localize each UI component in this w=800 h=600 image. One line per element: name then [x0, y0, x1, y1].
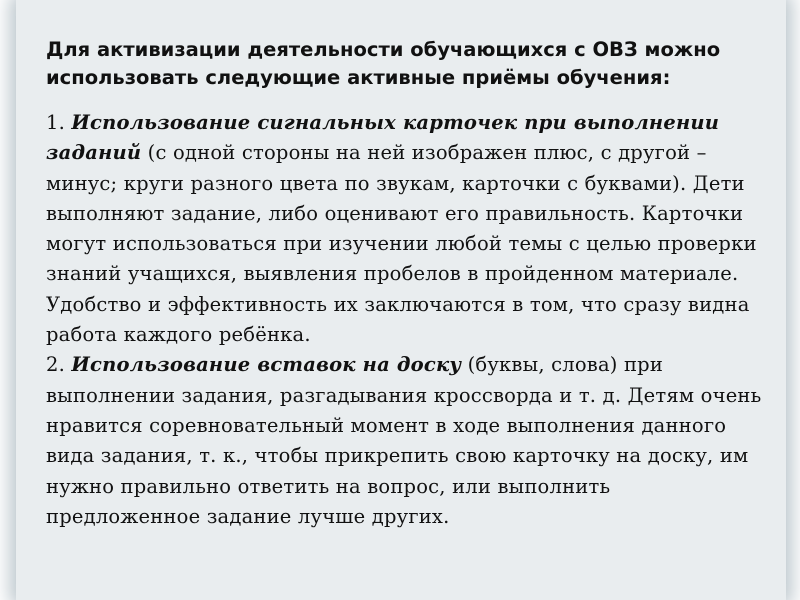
- slide-heading: Для активизации деятельности обучающихся с ОВЗ можно использовать следующие активные приёмы обучения:: [46, 38, 721, 89]
- item-1-emphasis: Использование сигнальных карточек при выполнении заданий: [46, 111, 720, 165]
- item-1-text: (с одной стороны на ней изображен плюс, с другой – минус; круги разного цвета по звукам, карточки с буквами). Дети выполняют задание, либо оценивают его правильность. Карточки могут использоваться при изучении любой темы с целью проверки знаний учащихся, выявления пробелов в пройденном материале. Удобство и эффективность их заключаются в том, что сразу видна работа каждого ребёнка.: [46, 141, 757, 347]
- slide-body: [46, 108, 766, 532]
- item-2-emphasis: Использование вставок на доску: [71, 353, 462, 377]
- item-2-text: (буквы, слова) при выполнении задания, разгадывания кроссворда и т. д. Детям очень нравится соревновательный момент в ходе выполнения данного вида задания, т. к., чтобы прикрепить свою карточку на доску, им нужно правильно ответить на вопрос, или выполнить предложенное задание лучше других.: [46, 353, 762, 528]
- item-2-number: 2.: [46, 353, 66, 377]
- item-1-number: 1.: [46, 111, 66, 134]
- slide-content: [46, 36, 766, 532]
